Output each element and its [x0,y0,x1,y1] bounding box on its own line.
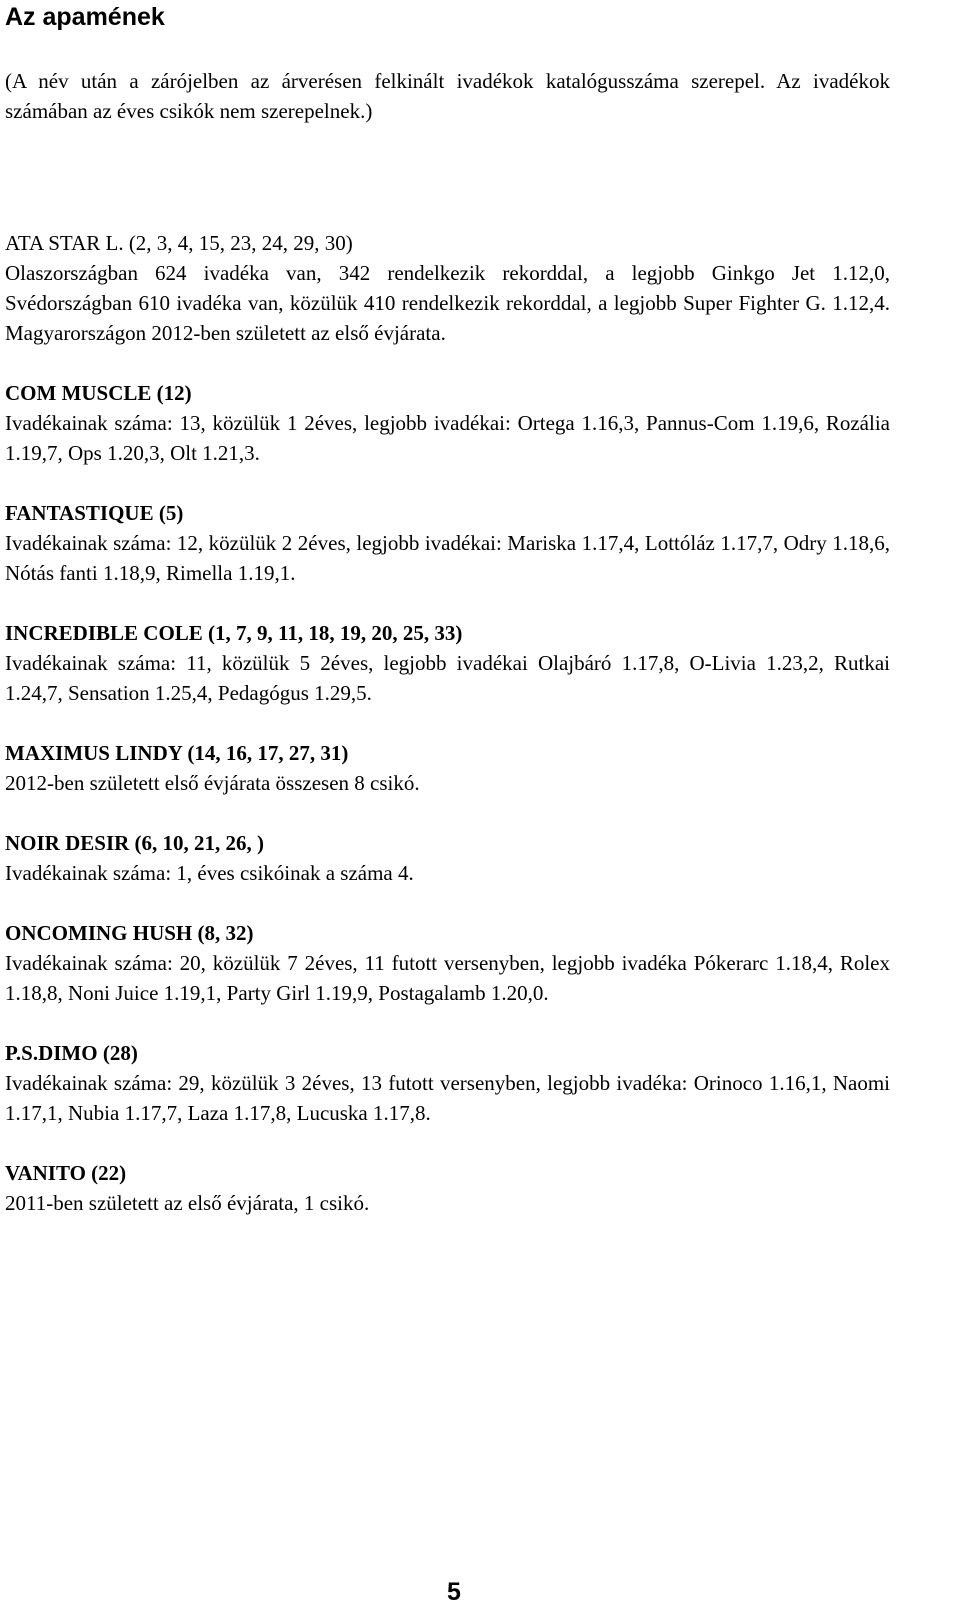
document-page [5,0,890,1248]
page-title: Az apamének [5,3,165,31]
stallion-heading: MAXIMUS LINDY (14, 16, 17, 27, 31) [5,741,349,765]
stallion-description: Ivadékainak száma: 1, éves csikóinak a száma 4. [5,861,414,885]
stallion-entry-maximus-lindy [5,738,890,798]
stallion-description: Ivadékainak száma: 11, közülük 5 2éves, legjobb ivadékai Olajbáró 1.17,8, O-Livia 1.23,2, Rutkai 1.24,7, Sensation 1.25,4, Pedagógus 1.29,5. [5,651,890,705]
stallion-description: 2012-ben született első évjárata összesen 8 csikó. [5,771,420,795]
stallion-description: Ivadékainak száma: 29, közülük 3 2éves, 13 futott versenyben, legjobb ivadéka: Orinoco 1.16,1, Naomi 1.17,1, Nubia 1.17,7, Laza 1.17,8, Lucuska 1.17,8. [5,1071,890,1125]
stallion-list [5,228,890,1218]
stallion-entry-com-muscle [5,378,890,468]
stallion-entry-oncoming-hush [5,918,890,1008]
stallion-heading: ATA STAR L. (2, 3, 4, 15, 23, 24, 29, 30) [5,231,353,255]
page-number: 5 [447,1578,461,1606]
stallion-heading: COM MUSCLE (12) [5,381,192,405]
stallion-description: 2011-ben született az első évjárata, 1 csikó. [5,1191,370,1215]
stallion-heading: NOIR DESIR (6, 10, 21, 26, ) [5,831,265,855]
stallion-heading: ONCOMING HUSH (8, 32) [5,921,254,945]
stallion-entry-ata-star-l [5,228,890,348]
intro-paragraph: (A név után a zárójelben az árverésen felkinált ivadékok katalógusszáma szerepel. Az ivadékok számában az éves csikók nem szerepelnek.) [5,69,890,123]
stallion-entry-fantastique [5,498,890,588]
stallion-description: Olaszországban 624 ivadéka van, 342 rendelkezik rekorddal, a legjobb Ginkgo Jet 1.12,0, Svédországban 610 ivadéka van, közülük 410 rendelkezik rekorddal, a legjobb Super Fighter G. 1.12,4. Magyarországon 2012-ben született az első évjárata. [5,261,890,345]
stallion-entry-vanito [5,1158,890,1218]
stallion-description: Ivadékainak száma: 13, közülük 1 2éves, legjobb ivadékai: Ortega 1.16,3, Pannus-Com 1.19,6, Rozália 1.19,7, Ops 1.20,3, Olt 1.21,3. [5,411,890,465]
stallion-entry-noir-desir [5,828,890,888]
stallion-description: Ivadékainak száma: 12, közülük 2 2éves, legjobb ivadékai: Mariska 1.17,4, Lottóláz 1.17,7, Odry 1.18,6, Nótás fanti 1.18,9, Rimella 1.19,1. [5,531,890,585]
stallion-heading: VANITO (22) [5,1161,127,1185]
stallion-heading: FANTASTIQUE (5) [5,501,184,525]
stallion-entry-ps-dimo [5,1038,890,1128]
stallion-heading: INCREDIBLE COLE (1, 7, 9, 11, 18, 19, 20, 25, 33) [5,621,463,645]
stallion-description: Ivadékainak száma: 20, közülük 7 2éves, 11 futott versenyben, legjobb ivadéka Pókerarc 1.18,4, Rolex 1.18,8, Noni Juice 1.19,1, Party Girl 1.19,9, Postagalamb 1.20,0. [5,951,890,1005]
stallion-heading: P.S.DIMO (28) [5,1041,138,1065]
stallion-entry-incredible-cole [5,618,890,708]
